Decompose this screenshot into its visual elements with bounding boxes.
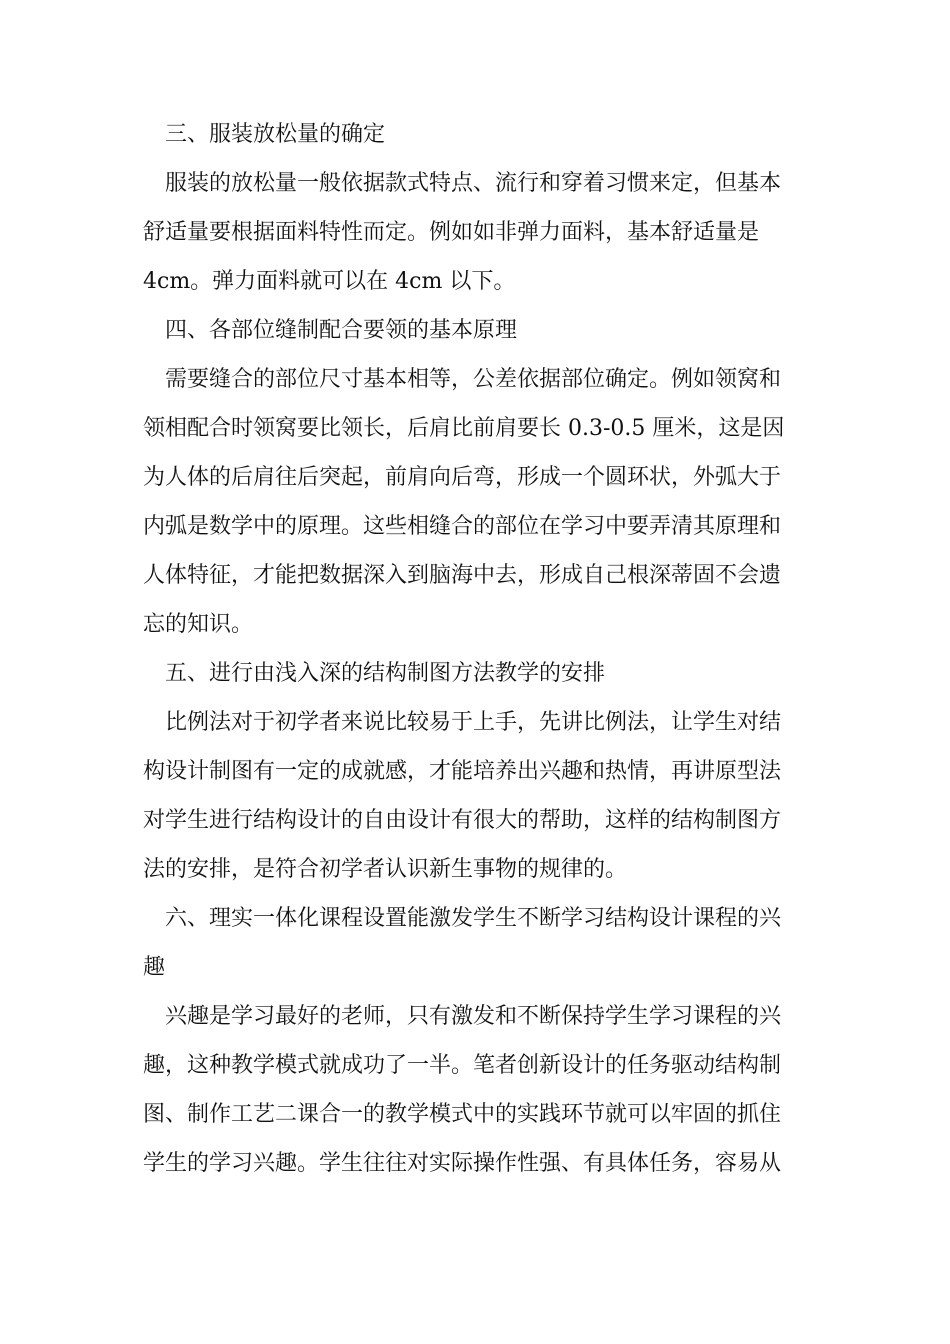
paragraph-line: 构设计制图有一定的成就感，才能培养出兴趣和热情，再讲原型法 — [143, 759, 782, 784]
paragraph-line: 舒适量要根据面料特性而定。例如如非弹力面料，基本舒适量是 — [143, 220, 760, 245]
section-heading: 六、理实一体化课程设置能激发学生不断学习结构设计课程的兴 — [165, 906, 782, 931]
paragraph-line: 对学生进行结构设计的自由设计有很大的帮助，这样的结构制图方 — [143, 808, 782, 833]
section-heading: 四、各部位缝制配合要领的基本原理 — [165, 318, 518, 343]
paragraph-line: 4cm。弹力面料就可以在 4cm 以下。 — [143, 269, 516, 294]
paragraph-line: 趣，这种教学模式就成功了一半。笔者创新设计的任务驱动结构制 — [143, 1053, 782, 1078]
paragraph-line: 需要缝合的部位尺寸基本相等，公差依据部位确定。例如领窝和 — [165, 367, 782, 392]
paragraph-line: 领相配合时领窝要比领长，后肩比前肩要长 0.3-0.5 厘米，这是因 — [143, 416, 785, 441]
paragraph-line: 内弧是数学中的原理。这些相缝合的部位在学习中要弄清其原理和 — [143, 514, 782, 539]
paragraph-line: 图、制作工艺二课合一的教学模式中的实践环节就可以牢固的抓住 — [143, 1102, 782, 1127]
paragraph-line: 法的安排，是符合初学者认识新生事物的规律的。 — [143, 857, 628, 882]
paragraph-line: 比例法对于初学者来说比较易于上手，先讲比例法，让学生对结 — [165, 710, 782, 735]
section-heading-continuation: 趣 — [143, 955, 166, 980]
paragraph-line: 服装的放松量一般依据款式特点、流行和穿着习惯来定，但基本 — [165, 171, 782, 196]
paragraph-line: 人体特征，才能把数据深入到脑海中去，形成自己根深蒂固不会遗 — [143, 563, 782, 588]
paragraph-line: 忘的知识。 — [143, 612, 254, 637]
paragraph-line: 为人体的后肩往后突起，前肩向后弯，形成一个圆环状，外弧大于 — [143, 465, 782, 490]
section-heading: 五、进行由浅入深的结构制图方法教学的安排 — [165, 661, 606, 686]
paragraph-line: 兴趣是学习最好的老师，只有激发和不断保持学生学习课程的兴 — [165, 1004, 782, 1029]
section-heading: 三、服装放松量的确定 — [165, 122, 386, 147]
document-body — [143, 110, 813, 1188]
paragraph-line: 学生的学习兴趣。学生往往对实际操作性强、有具体任务，容易从 — [143, 1151, 782, 1176]
